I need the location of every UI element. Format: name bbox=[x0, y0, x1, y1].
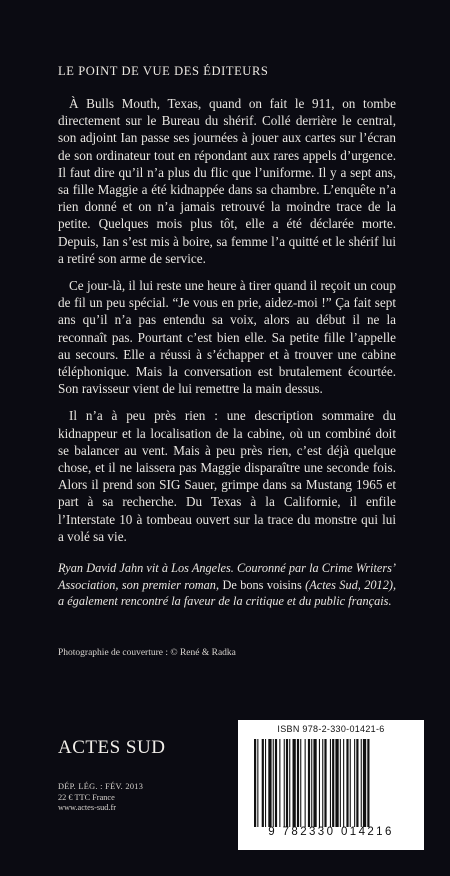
barcode-bar bbox=[268, 739, 271, 827]
barcode-bar bbox=[265, 739, 266, 827]
barcode-bar bbox=[297, 739, 299, 827]
barcode-bar bbox=[330, 739, 331, 827]
barcode-bar bbox=[254, 739, 256, 827]
barcode-bar bbox=[273, 739, 274, 827]
photo-credit: Photographie de couverture : © René & Radka bbox=[58, 648, 236, 658]
barcode-bar bbox=[332, 739, 334, 827]
section-heading: LE POINT DE VUE DES ÉDITEURS bbox=[58, 64, 269, 78]
barcode-bar bbox=[300, 739, 301, 827]
author-bio-italic-end: (Actes Sud, 2012), a également rencontré la faveur de la critique et du public français. bbox=[58, 577, 397, 609]
barcode-bar bbox=[350, 739, 351, 827]
author-bio-title: De bons voisins bbox=[219, 577, 306, 592]
author-bio bbox=[58, 560, 396, 610]
legal-info bbox=[58, 782, 143, 814]
barcode-bar bbox=[286, 739, 288, 827]
barcode-bar bbox=[354, 739, 355, 827]
isbn-label: ISBN 978-2-330-01421-6 bbox=[277, 724, 385, 734]
author-bio-italic: Ryan David Jahn vit à Los Angeles. Couronné par la Crime Writers’ Association, son premier roman, bbox=[58, 561, 396, 592]
barcode-digits: 9 782330 014216 bbox=[268, 826, 394, 838]
barcode-bar bbox=[289, 739, 290, 827]
legal-deposit: DÉP. LÉG. : FÉV. 2013 bbox=[58, 782, 144, 791]
barcode-bar bbox=[335, 739, 338, 827]
barcode-bar bbox=[262, 739, 264, 827]
barcode-bar bbox=[313, 739, 316, 827]
barcode-bar bbox=[275, 739, 277, 827]
barcode-box bbox=[238, 720, 424, 850]
barcode-bar bbox=[257, 739, 258, 827]
barcode-bar bbox=[363, 739, 366, 827]
barcode-bar bbox=[293, 739, 296, 827]
barcode-bar bbox=[340, 739, 341, 827]
synopsis-paragraph: Ce jour-là, il lui reste une heure à tirer quand il reçoit un coup de fil un peu spécial. “Je vous en prie, aidez-moi !” Ça fait sept ans qu’il n’a pas entendu sa voix, alors au début il ne la reconnaît pas. Pourtant c’est bien elle. Sa petite fille l’appelle au secours. Elle a réussi à s’échapper et à trouver une cabine téléphonique. Mais la conversation est brutalement écourtée. Son ravisseur vient de lui remettre la main dessus. bbox=[58, 278, 396, 397]
barcode-bar bbox=[343, 739, 344, 827]
barcode-bar bbox=[324, 739, 326, 827]
synopsis-paragraph: À Bulls Mouth, Texas, quand on fait le 911, on tombe directement sur le Bureau du shérif. Collé derrière le central, son adjoint Ian passe ses journées à jouer aux cartes sur l’écran de son ordinateur tout en répondant aux rares appels d’urgence. Il faut dire qu’il n’a plus du flic que l’uniforme. Il y a sept ans, sa fille Maggie a été kidnappée dans sa chambre. L’enquête n’a rien donné et on n’a jamais retrouvé la moindre trace de la petite. Quelques mois plus tôt, elle a été déclarée morte. Depuis, Ian s’est mis à boire, sa femme l’a quitté et le shérif lui a retiré son arme de service. bbox=[58, 96, 396, 266]
barcode-bar bbox=[305, 739, 306, 827]
publisher-logo: ACTES SUD bbox=[58, 737, 166, 758]
barcode-bar bbox=[361, 739, 362, 827]
barcode-bar bbox=[308, 739, 310, 827]
barcode-bar bbox=[367, 739, 369, 827]
barcode-bar bbox=[346, 739, 348, 827]
barcode-bar bbox=[279, 739, 280, 827]
price: 22 € TTC France bbox=[58, 792, 115, 802]
website: www.actes-sud.fr bbox=[58, 803, 116, 813]
barcode-bar bbox=[311, 739, 312, 827]
synopsis-paragraph: Il n’a à peu près rien : une description sommaire du kidnappeur et la localisation de la cabine, où un combiné doit se balancer au vent. Mais à peu près rien, c’est déjà quelque chose, et il ne laissera pas Maggie disparaître une seconde fois. Alors il prend son SIG Sauer, grimpe dans sa Mustang 1965 et part à sa recherche. Du Texas à la Californie, il enfile l’Interstate 10 à tombeau ouvert sur la trace du monstre qui lui a volé sa vie. bbox=[58, 408, 396, 544]
barcode-bar bbox=[284, 739, 285, 827]
barcode-icon bbox=[254, 739, 414, 827]
barcode-bar bbox=[322, 739, 323, 827]
barcode-bar bbox=[319, 739, 320, 827]
synopsis-text bbox=[58, 95, 396, 555]
barcode-bar bbox=[356, 739, 358, 827]
